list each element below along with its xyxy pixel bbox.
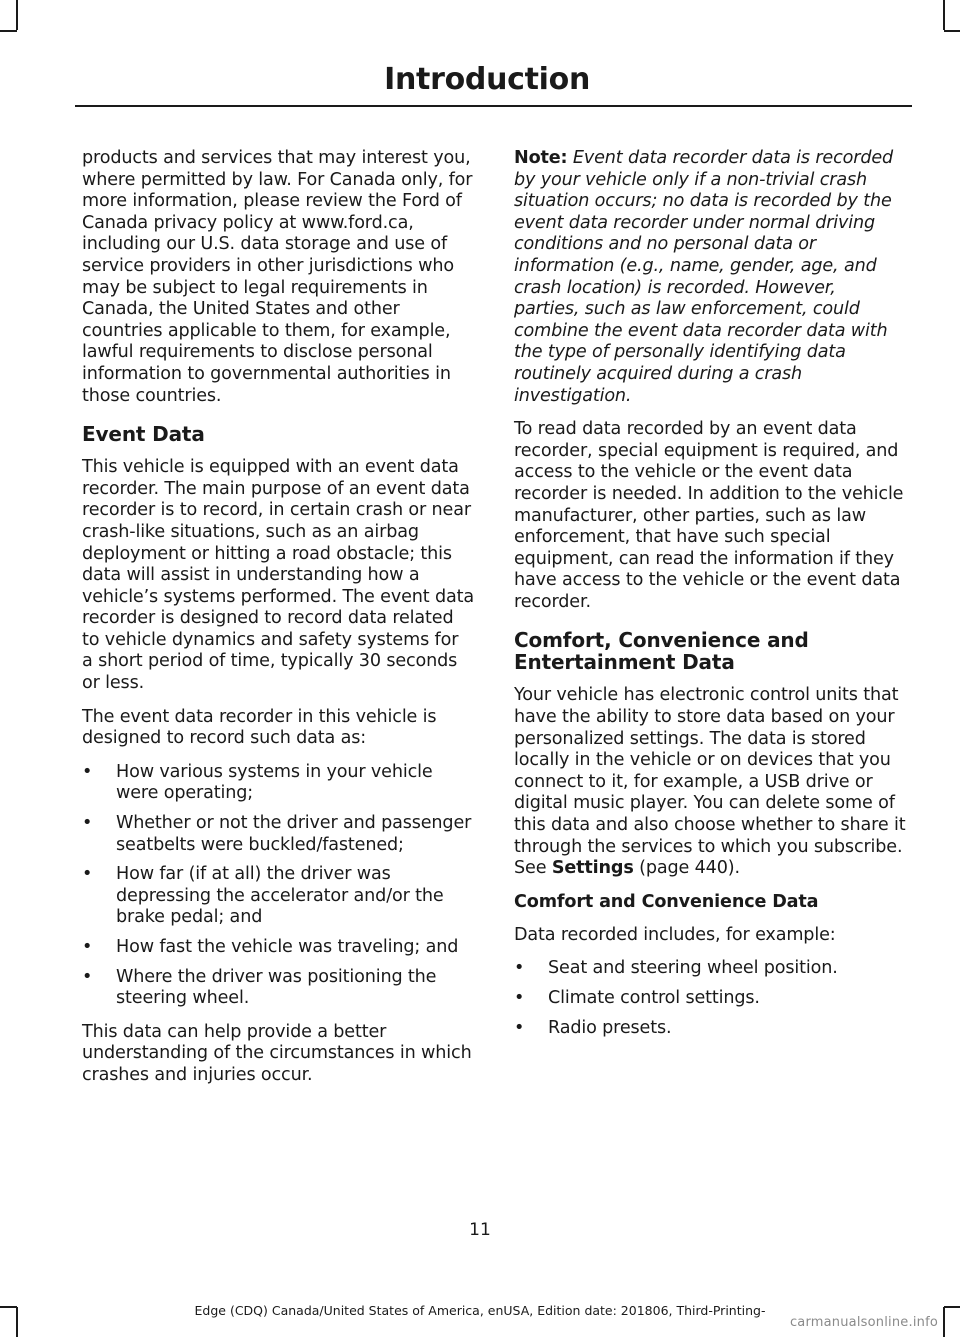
list-item-text: How various systems in your vehicle were operating; — [116, 761, 433, 804]
comfort-heading: Comfort, Convenience and Entertainment Data — [514, 628, 809, 675]
comfort-data-list — [514, 958, 906, 1039]
closing-paragraph: This data can help provide a better understanding of the circumstances in which crashes and injuries occur. — [82, 1021, 472, 1085]
list-item-text: Whether or not the driver and passenger seatbelts were buckled/fastened; — [116, 813, 472, 855]
page-number: 11 — [469, 1220, 491, 1240]
list-item-text: Climate control settings. — [548, 988, 760, 1008]
list-item-text: Seat and steering wheel position. — [548, 958, 838, 979]
list-item — [82, 967, 474, 1010]
recorded-data-list — [82, 762, 474, 1010]
bullet-icon: • — [514, 958, 525, 979]
note-label: Note: — [514, 148, 568, 168]
note-text: Event data recorder data is recorded by your vehicle only if a non-trivial crash situation occurs; no data is recorded by the event data recorder under normal driving conditions and no personal data or information (e.g., name, gender, age, and crash location) is recorded. However, parties, such as law enforcement, could combine the event data recorder data with the type of personally identifying data routinely acquired during a crash investigation. — [514, 148, 894, 406]
designed-paragraph: The event data recorder in this vehicle is designed to record such data as: — [82, 706, 437, 749]
list-item — [82, 864, 474, 929]
read-data-paragraph: To read data recorded by an event data recorder, special equipment is required, and access to the vehicle or the event data recorder is needed. In addition to the vehicle manufacturer, other parties, such as law enforcement, that have such special equipment, can read the information if they have access to the vehicle or the event data recorder. — [514, 419, 904, 612]
crop-mark — [16, 0, 18, 30]
edition-footer: Edge (CDQ) Canada/United States of America, enUSA, Edition date: 201806, Third-Printing- — [194, 1303, 766, 1318]
event-data-paragraph: This vehicle is equipped with an event data recorder. The main purpose of an event data recorder is to record, in certain crash or near crash-like situations, such as an airbag deployment or hitting a road obstacle; this data will assist in understanding how a vehicle’s systems performed. The event data recorder is designed to record data related to vehicle dynamics and safety systems for a short period of time, typically 30 seconds or less. — [82, 457, 474, 694]
list-item-text: Radio presets. — [548, 1017, 672, 1038]
crop-mark — [943, 0, 945, 30]
list-item — [514, 1018, 906, 1040]
settings-link[interactable]: Settings — [551, 858, 634, 879]
list-item-text: How fast the vehicle was traveling; and — [116, 937, 459, 957]
list-item — [514, 958, 906, 980]
list-item-text: Where the driver was positioning the steering wheel. — [116, 966, 437, 1009]
list-item — [82, 762, 474, 805]
bullet-icon: • — [82, 813, 93, 834]
right-column — [514, 148, 906, 1051]
list-item-text: How far (if at all) the driver was depressing the accelerator and/or the brake pedal; and — [116, 864, 444, 928]
bullet-icon: • — [514, 988, 525, 1008]
comfort-paragraph — [514, 685, 906, 879]
comfort-text: Your vehicle has electronic control units that have the ability to store data based on your personalized settings. The data is stored locally in the vehicle or on devices that you connect to it, for example, a USB drive or digital music player. You can delete some of this data and also choose whether to share it through the services to which you subscribe. See — [514, 685, 906, 879]
settings-page-ref: (page 440). — [633, 858, 740, 879]
list-item — [82, 813, 474, 856]
crop-mark — [944, 30, 960, 32]
page-title: Introduction — [384, 62, 590, 97]
event-data-heading: Event Data — [82, 422, 205, 447]
list-item — [514, 988, 906, 1010]
note-paragraph — [514, 148, 906, 407]
bullet-icon: • — [514, 1017, 525, 1038]
comfort-subheading: Comfort and Convenience Data — [514, 891, 819, 912]
list-item — [82, 937, 474, 959]
bullet-icon: • — [82, 966, 93, 987]
intro-paragraph: products and services that may interest you, where permitted by law. For Canada only, for more information, please review the Ford of Canada privacy policy at www.ford.ca, including our U.S. data storage and use of service providers in other jurisdictions who may be subject to legal requirements in Canada, the United States and other countries applicable to them, for example, lawful requirements to disclose personal information to governmental authorities in those countries. — [82, 148, 473, 406]
watermark: carmanualsonline.info — [789, 1315, 938, 1330]
bullet-icon: • — [82, 761, 93, 782]
header-divider — [75, 105, 912, 107]
includes-paragraph: Data recorded includes, for example: — [514, 924, 836, 945]
left-column — [82, 148, 474, 1099]
bullet-icon: • — [82, 937, 93, 957]
crop-mark — [0, 30, 17, 32]
bullet-icon: • — [82, 864, 93, 885]
